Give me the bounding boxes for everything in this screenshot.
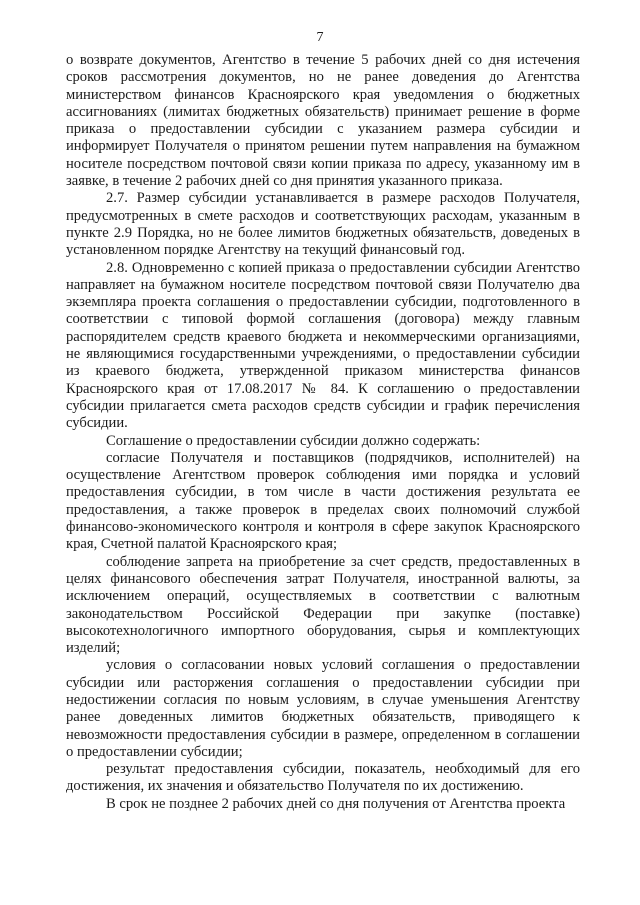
paragraph-agreement-contents-intro: Соглашение о предоставлении субсидии должно содержать: <box>106 432 481 449</box>
paragraph-consent-audits: согласие Получателя и поставщиков (подрядчиков, исполнителей) на осуществление Агентством проверок соблюдения ими порядка и условий предоставления субсидии, в том числе в части достижения результата ее предоставления, а также проверок в пределах своих полномочий службой финансово-экономического контроля и контроля в сфере закупок Красноярского края, Счетной палатой Красноярского края; <box>66 449 580 553</box>
paragraph-new-conditions: условия о согласовании новых условий соглашения о предоставлении субсидии или расторжения соглашения о предоставлении субсидии при недостижении согласия по новым условиям, в случае уменьшения Агентству ранее доведенных лимитов бюджетных обязательств, приводящего к невозможности предоставления субсидии в размере, определенном в соглашении о предоставлении субсидии; <box>66 657 580 760</box>
paragraph-2-7-subsidy-size: 2.7. Размер субсидии устанавливается в размере расходов Получателя, предусмотренных в смете расходов и соответствующих расходам, указанным в пункте 2.9 Порядка, но не более лимитов бюджетных обязательств, доведеных в установленном порядке Агентству на текущий финансовый год. <box>66 190 580 259</box>
paragraph-continuation: о возврате документов, Агентство в течение 5 рабочих дней со дня истечения сроков рассмотрения документов, но не ранее доведения до Агентства министерством финансов Красноярского края уведомления о бюджетных ассигнованиях (лимитах бюджетных обязательств) принимает решение в форме приказа о предоставлении субсидии с указанием размера субсидии и информирует Получателя о принятом решении путем направления на бумажном носителе посредством почтовой связи копии приказа по адресу, указанному им в заявке, в течение 2 рабочих дней со дня принятия указанного приказа. <box>66 52 580 190</box>
paragraph-2-8-agreement: 2.8. Одновременно с копией приказа о предоставлении субсидии Агентство направляет на бумажном носителе посредством почтовой связи Получателю два экземпляра проекта соглашения о предоставлении субсидии, подготовленного в соответствии с типовой формой соглашения (договора) между главным распорядителем средств краевого бюджета и некоммерческими организациями, не являющимися государственными учреждениями, о предоставлении субсидии из краевого бюджета, утвержденной приказом министерства финансов Красноярского края от 17.08.2017 № 84. К соглашению о предоставлении субсидии прилагается смета расходов средств субсидии и график перечисления субсидии. <box>66 259 580 432</box>
page-number: 7 <box>316 30 324 45</box>
paragraph-currency-ban: соблюдение запрета на приобретение за счет средств, предоставленных в целях финансового обеспечения затрат Получателя, иностранной валюты, за исключением операций, осуществляемых в соответствии с валютным законодательством Российской Федерации при закупке (поставке) высокотехнологичного импортного оборудования, сырья и комплектующих изделий; <box>66 553 580 657</box>
paragraph-deadline: В срок не позднее 2 рабочих дней со дня получения от Агентства проекта <box>106 795 566 812</box>
paragraph-result-indicator: результат предоставления субсидии, показатель, необходимый для его достижения, их значения и обязательство Получателя по их достижению. <box>66 761 580 795</box>
document-body <box>66 52 580 813</box>
